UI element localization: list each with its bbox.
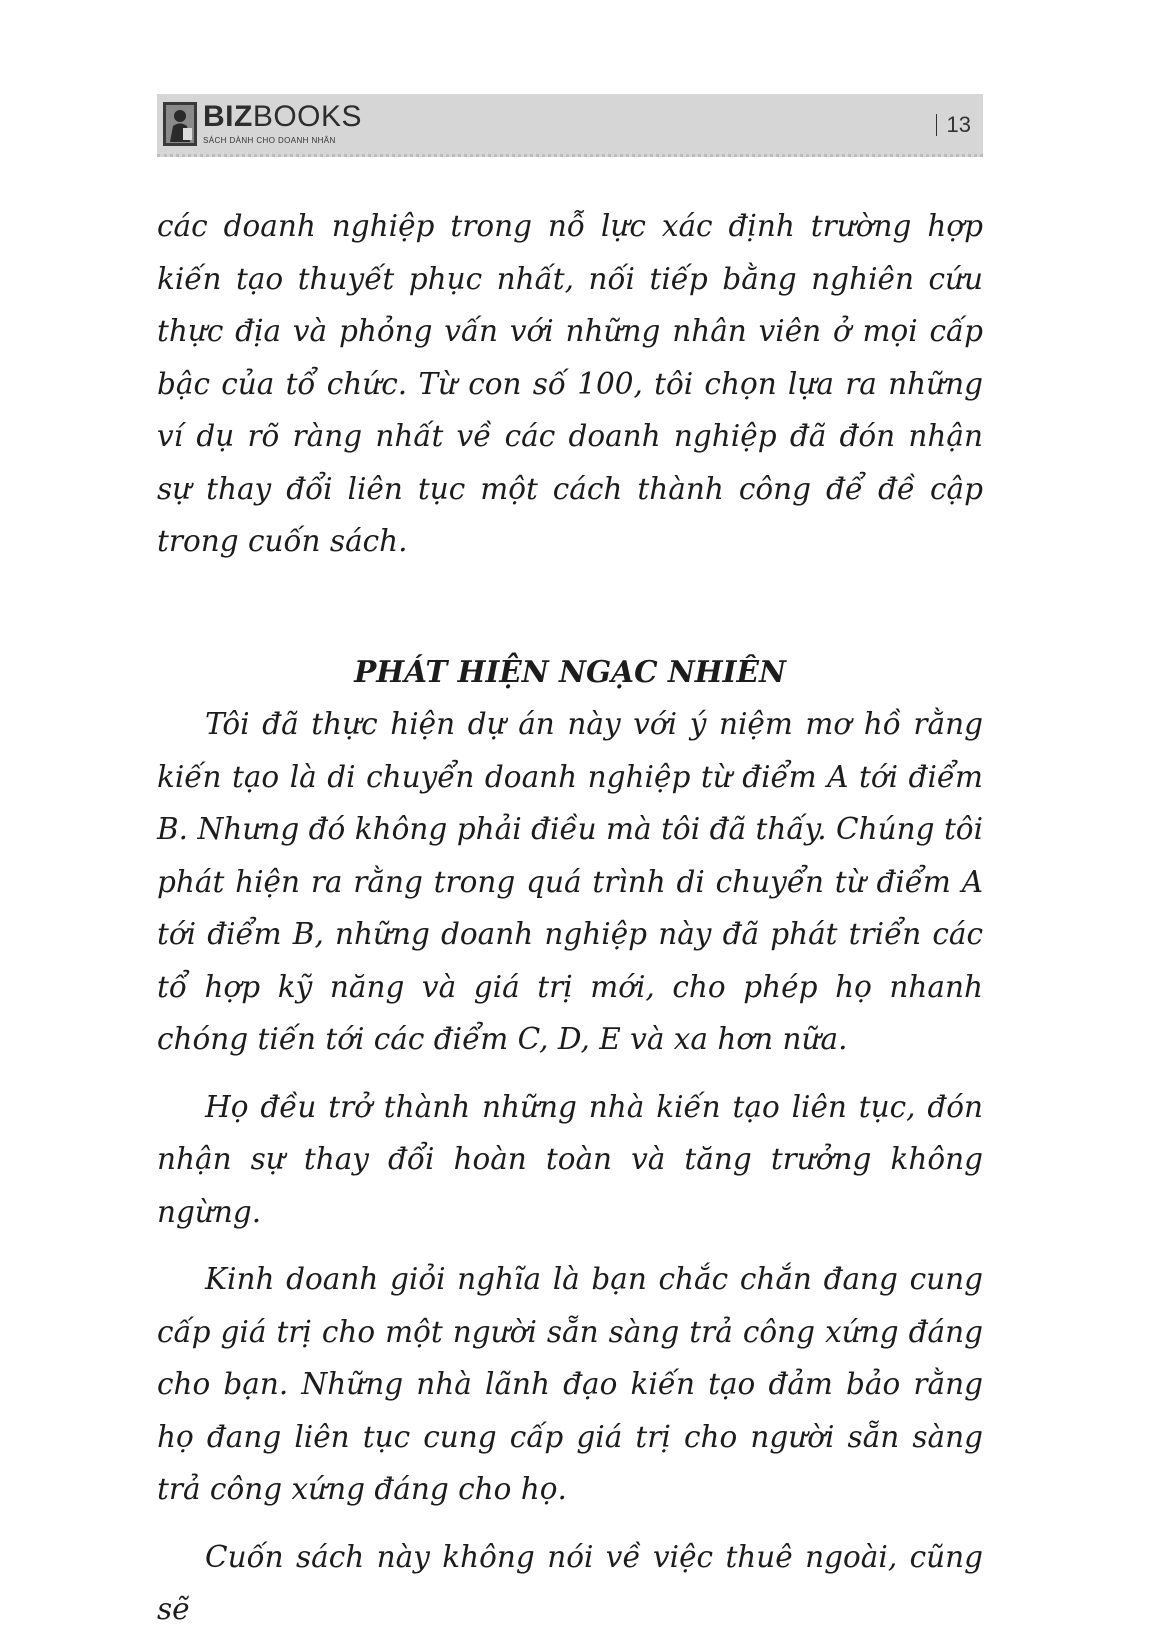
paragraph: Họ đều trở thành những nhà kiến tạo liên tục, đón nhận sự thay đổi hoàn toàn và tăng trưởng không ngừng. [157,1089,983,1229]
paragraph: Tôi đã thực hiện dự án này với ý niệm mơ hồ rằng kiến tạo là di chuyển doanh nghiệp từ điểm A tới điểm B. Nhưng đó không phải điều mà tôi đã thấy. Chúng tôi phát hiện ra rằng trong quá trình di chuyển từ điểm A tới điểm B, những doanh nghiệp này đã phát triển các tổ hợp kỹ năng và giá trị mới, cho phép họ nhanh chóng tiến tới các điểm C, D, E và xa hơn nữa. [157,707,983,1056]
brand-bold: BIZ [203,100,253,133]
paragraph-continued: các doanh nghiệp trong nỗ lực xác định trường hợp kiến tạo thuyết phục nhất, nối tiếp bằng nghiên cứu thực địa và phỏng vấn với những nhân viên ở mọi cấp bậc của tổ chức. Từ con số 100, tôi chọn lựa ra những ví dụ rõ ràng nhất về các doanh nghiệp đã đón nhận sự thay đổi liên tục một cách thành công để đề cập trong cuốn sách. [157,209,983,558]
paragraph: Kinh doanh giỏi nghĩa là bạn chắc chắn đang cung cấp giá trị cho một người sẵn sàng trả công xứng đáng cho bạn. Những nhà lãnh đạo kiến tạo đảm bảo rằng họ đang liên tục cung cấp giá trị cho người sẵn sàng trả công xứng đáng cho họ. [157,1262,983,1506]
brand-name [203,102,362,132]
section-heading: PHÁT HIỆN NGẠC NHIÊN [354,653,786,689]
running-header [157,94,983,157]
page-number-value: 13 [946,112,971,137]
page-number-divider [936,114,937,136]
brand-tagline: SÁCH DÀNH CHO DOANH NHÂN [203,136,336,145]
brand-light: BOOKS [252,100,363,133]
page-body [157,200,983,1636]
page-number [936,112,971,138]
bizbooks-logo-icon [163,102,197,146]
paragraph: Cuốn sách này không nói về việc thuê ngoài, cũng sẽ [157,1539,983,1626]
